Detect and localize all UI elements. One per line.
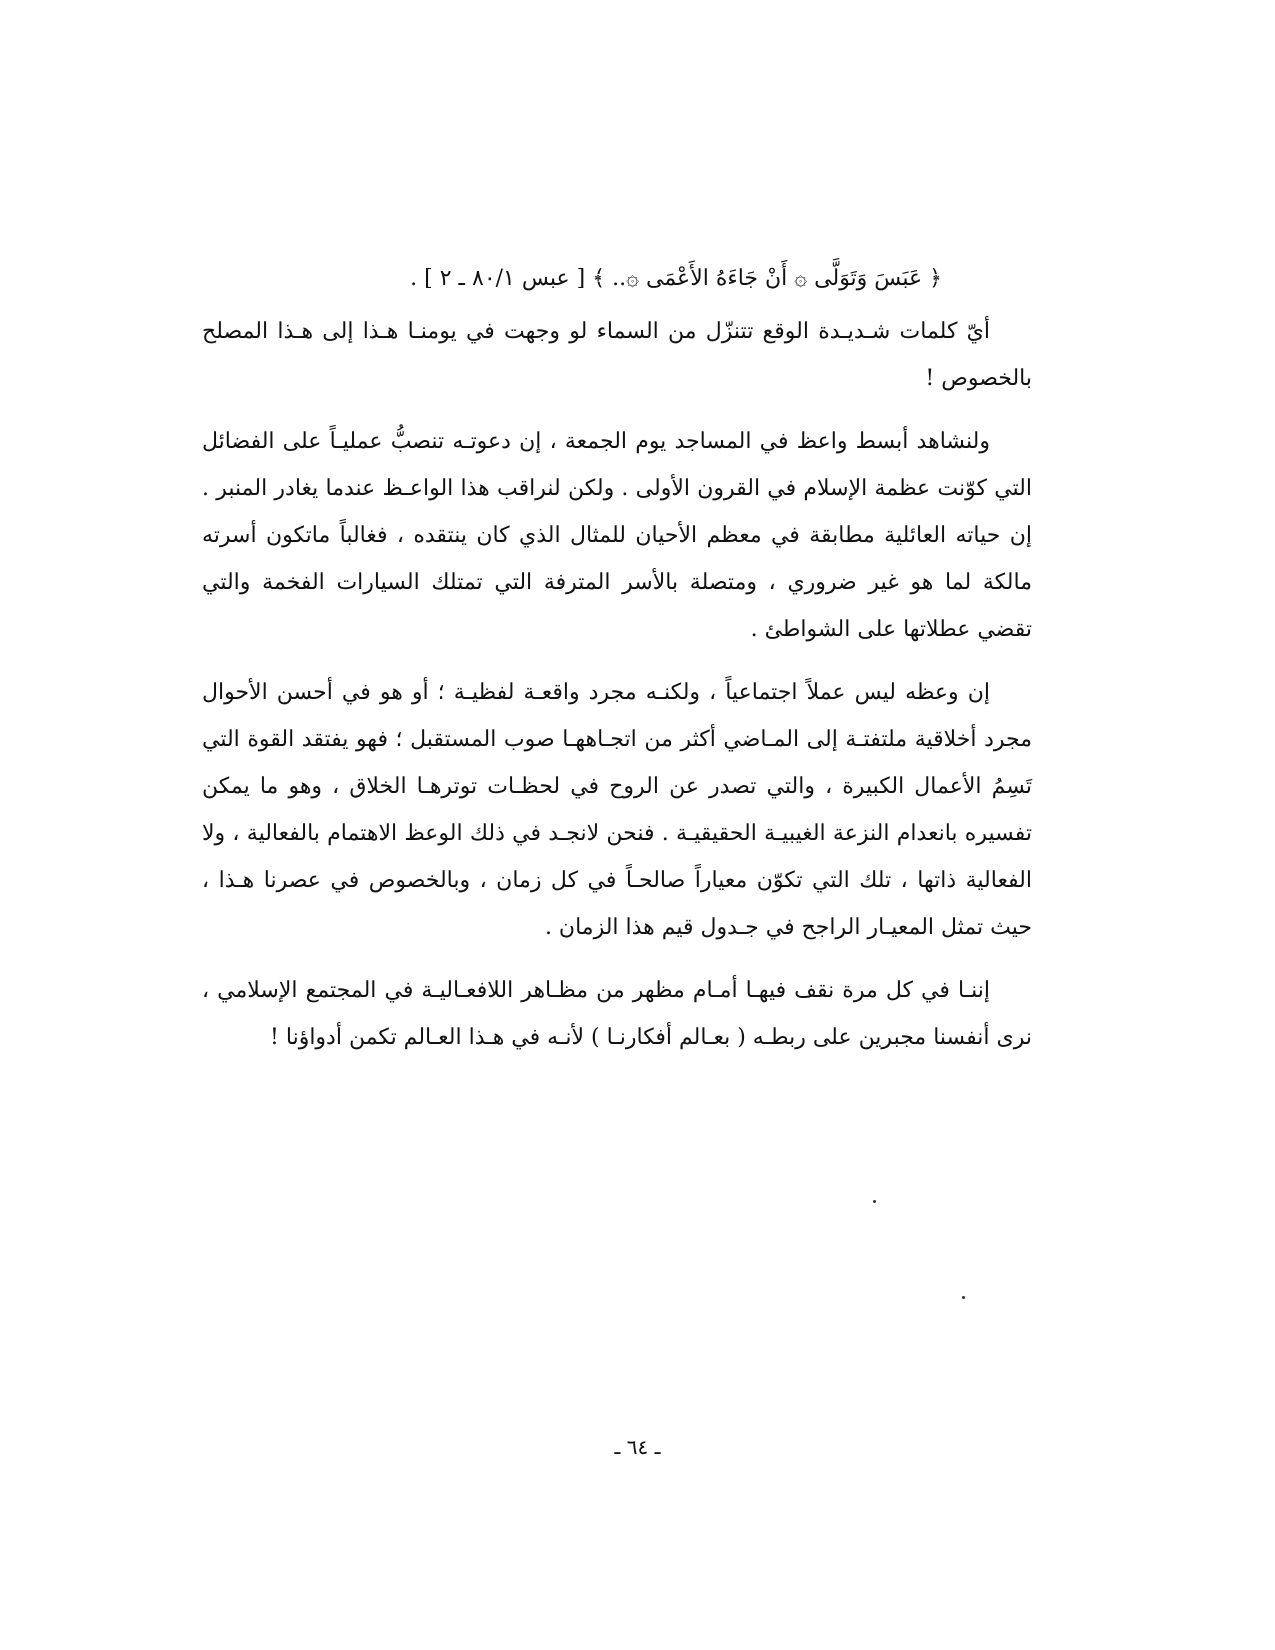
paragraph-1: أيّ كلمات شـديـدة الوقع تتنزّل من السماء لو وجهت في يومنـا هـذا إلى هـذا المصلح بالخصوص !: [202, 319, 1032, 391]
page-number: ـ ٦٤ ـ: [614, 1435, 661, 1459]
scan-speck: [873, 1200, 876, 1203]
paragraph-4: إننـا في كل مرة نقف فيهـا أمـام مظهر من مظـاهر اللافعـاليـة في المجتمع الإسلامي ، نرى أنفسنا مجبرين على ربطـه ( بعـالم أفكارنـا ) لأنـه في هـذا العـالم تكمن أدواؤنا !: [202, 978, 1032, 1050]
paragraph-2: ولنشاهد أبسط واعظ في المساجد يوم الجمعة ، إن دعوتـه تنصبُّ عمليـاً على الفضائل التي كوّنت عظمة الإسلام في القرون الأولى . ولكن لنراقب هذا الواعـظ عندما يغادر المنبر . إن حياته العائلية مطابقة في معظم الأحيان للمثال الذي كان ينتقده ، فغالباً ماتكون أسرته مالكة لما هو غير ضروري ، ومتصلة بالأسر المترفة التي تمتلك السيارات الفخمة والتي تقضي عطلاتها على الشواطئ .: [202, 429, 1032, 642]
paragraph-3: إن وعظه ليس عملاً اجتماعياً ، ولكنـه مجرد واقعـة لفظيـة ؛ أو هو في أحسن الأحوال مجرد أخلاقية ملتفتـة إلى المـاضي أكثر من اتجـاههـا صوب المستقبل ؛ فهو يفتقد القوة التي تَسِمُ الأعمال الكبيرة ، والتي تصدر عن الروح في لحظـات توترهـا الخلاق ، وهو ما يمكن تفسيره بانعدام النزعة الغيبيـة الحقيقيـة . فنحن لانجـد في ذلك الوعظ الاهتمام بالفعالية ، ولا الفعالية ذاتها ، تلك التي تكوّن معياراً صالحـاً في كل زمان ، وبالخصوص في عصرنا هـذا ، حيث تمثل المعيـار الراجح في جـدول قيم هذا الزمان .: [202, 680, 1032, 940]
scan-speck: [962, 1296, 965, 1299]
quran-verse: ﴿ عَبَسَ وَتَوَلَّى ۞ أَنْ جَاءَهُ الأَعْمَى ۞.. ﴾ [ عبس ٨٠/١ ـ ٢ ] .: [410, 266, 942, 291]
body-text: [202, 255, 1032, 1077]
